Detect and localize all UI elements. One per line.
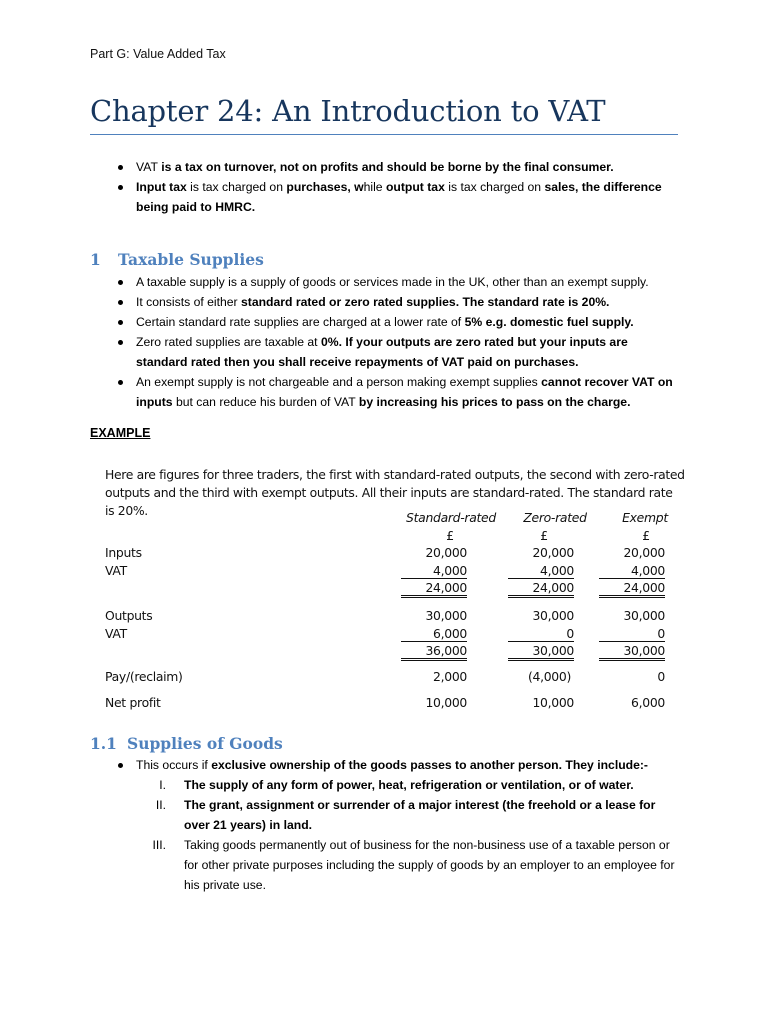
cell: 6,000 [631, 695, 665, 710]
cell: 24,000 [508, 580, 574, 598]
text-run: The grant, assignment or surrender of a major interest (the freehold or a lease for over 21 years) in land. [184, 798, 656, 832]
intro-bullet-list [110, 157, 680, 217]
section-heading-taxable-supplies [90, 250, 264, 269]
table-row [105, 643, 675, 661]
text-run: It consists of either [136, 295, 241, 309]
cell: 20,000 [425, 545, 467, 560]
column-header: Zero-rated [523, 510, 587, 525]
text-run: Zero rated supplies are taxable at [136, 335, 321, 349]
cell: (4,000) [527, 669, 571, 684]
list-number: III. [152, 838, 166, 852]
list-item [110, 372, 680, 412]
cell: 0 [657, 669, 665, 684]
column-header: Exempt [622, 510, 668, 525]
text-run: Taking goods permanently out of business for the non-business use of a taxable person or for other private purposes including the supply of goods by an employer to an employee for his private use. [184, 838, 675, 892]
text-run: 5% e.g. domestic fuel supply. [464, 315, 634, 329]
list-item [110, 292, 680, 312]
row-label: Outputs [105, 608, 153, 623]
table-row [105, 695, 675, 713]
cell: 0 [508, 626, 574, 642]
text-run: This occurs if [136, 758, 212, 772]
list-number: I. [159, 778, 166, 792]
text-run: standard rated or zero rated supplies. The standard rate is 20%. [241, 295, 610, 309]
currency-symbol: £ [540, 528, 548, 543]
list-number: II. [155, 798, 166, 812]
cell: 4,000 [401, 563, 467, 579]
row-label: Pay/(reclaim) [105, 669, 183, 684]
text-run: is tax charged on [186, 180, 287, 194]
list-item [140, 775, 680, 795]
cell: 20,000 [623, 545, 665, 560]
table-row [105, 669, 675, 687]
section-title: Taxable Supplies [118, 250, 264, 269]
cell: 30,000 [508, 643, 574, 661]
table-row [105, 563, 675, 581]
cell: 20,000 [532, 545, 574, 560]
list-item [110, 272, 680, 292]
cell: 30,000 [532, 608, 574, 623]
cell: 10,000 [532, 695, 574, 710]
example-figure [105, 466, 685, 726]
example-column-headers [105, 510, 675, 528]
taxable-supplies-list [110, 272, 680, 412]
cell: 30,000 [623, 608, 665, 623]
cell: 24,000 [599, 580, 665, 598]
column-header: Standard-rated [406, 510, 496, 525]
supplies-of-goods-list [140, 775, 680, 895]
intro-bullet-input-tax [110, 177, 680, 217]
list-item [110, 332, 680, 372]
text-run: 0%. If your outputs are zero rated but your inputs are standard rated then you shall receive repayments of VAT paid on purchases. [136, 335, 628, 369]
cell: 0 [599, 626, 665, 642]
text-run: but can reduce his burden of VAT [172, 395, 359, 409]
section-number: 1 [90, 250, 101, 269]
table-row [105, 580, 675, 598]
text-run: Certain standard rate supplies are charged at a lower rate of [136, 315, 465, 329]
cell: 30,000 [599, 643, 665, 661]
table-row [105, 545, 675, 563]
text-run: by increasing his prices to pass on the charge. [358, 395, 631, 409]
row-label: Inputs [105, 545, 142, 560]
row-label: Net profit [105, 695, 161, 710]
text-run: purchases, w [286, 180, 364, 194]
cell: 30,000 [425, 608, 467, 623]
cell: 6,000 [401, 626, 467, 642]
text-run: VAT [136, 160, 158, 174]
list-item [110, 755, 680, 775]
list-item [110, 312, 680, 332]
cell: 4,000 [599, 563, 665, 579]
row-label: VAT [105, 626, 127, 641]
text-run: hile [363, 180, 386, 194]
section-heading-supplies-of-goods [90, 734, 283, 753]
text-run: sales, the difference being paid to HMRC. [136, 180, 662, 214]
table-row [105, 608, 675, 626]
text-run: The supply of any form of power, heat, refrigeration or ventilation, or of water. [184, 778, 634, 792]
row-label: VAT [105, 563, 127, 578]
section-number: 1.1 [90, 734, 117, 753]
example-label: EXAMPLE [90, 426, 151, 440]
cell: 24,000 [401, 580, 467, 598]
text-run: A taxable supply is a supply of goods or services made in the UK, other than an exempt supply. [136, 275, 649, 289]
currency-symbol: £ [446, 528, 454, 543]
cell: 10,000 [425, 695, 467, 710]
chapter-title: Chapter 24: An Introduction to VAT [90, 94, 678, 135]
section-title: Supplies of Goods [127, 734, 283, 753]
example-intro: Here are figures for three traders, the first with standard-rated outputs, the second with zero-rated outputs and the third with exempt outputs. All their inputs are standard-rated. The standard rate is 20%. [105, 467, 685, 518]
supplies-of-goods-lead [110, 755, 680, 775]
text-run: exclusive ownership of the goods passes to another person. They include:- [211, 758, 648, 772]
currency-symbol: £ [642, 528, 650, 543]
text-run: cannot recover VAT on inputs [136, 375, 673, 409]
running-header: Part G: Value Added Tax [90, 47, 226, 61]
table-row [105, 626, 675, 644]
cell: 4,000 [508, 563, 574, 579]
cell: 2,000 [433, 669, 467, 684]
text-run: Input tax [136, 180, 187, 194]
list-item [140, 835, 680, 895]
text-run: An exempt supply is not chargeable and a person making exempt supplies [136, 375, 542, 389]
example-currency-row [105, 528, 675, 546]
text-run: output tax [385, 180, 445, 194]
list-item [140, 795, 680, 835]
text-run: is a tax on turnover, not on profits and should be borne by the final consumer. [157, 160, 614, 174]
cell: 36,000 [401, 643, 467, 661]
text-run: is tax charged on [444, 180, 545, 194]
intro-bullet-vat [110, 157, 680, 177]
